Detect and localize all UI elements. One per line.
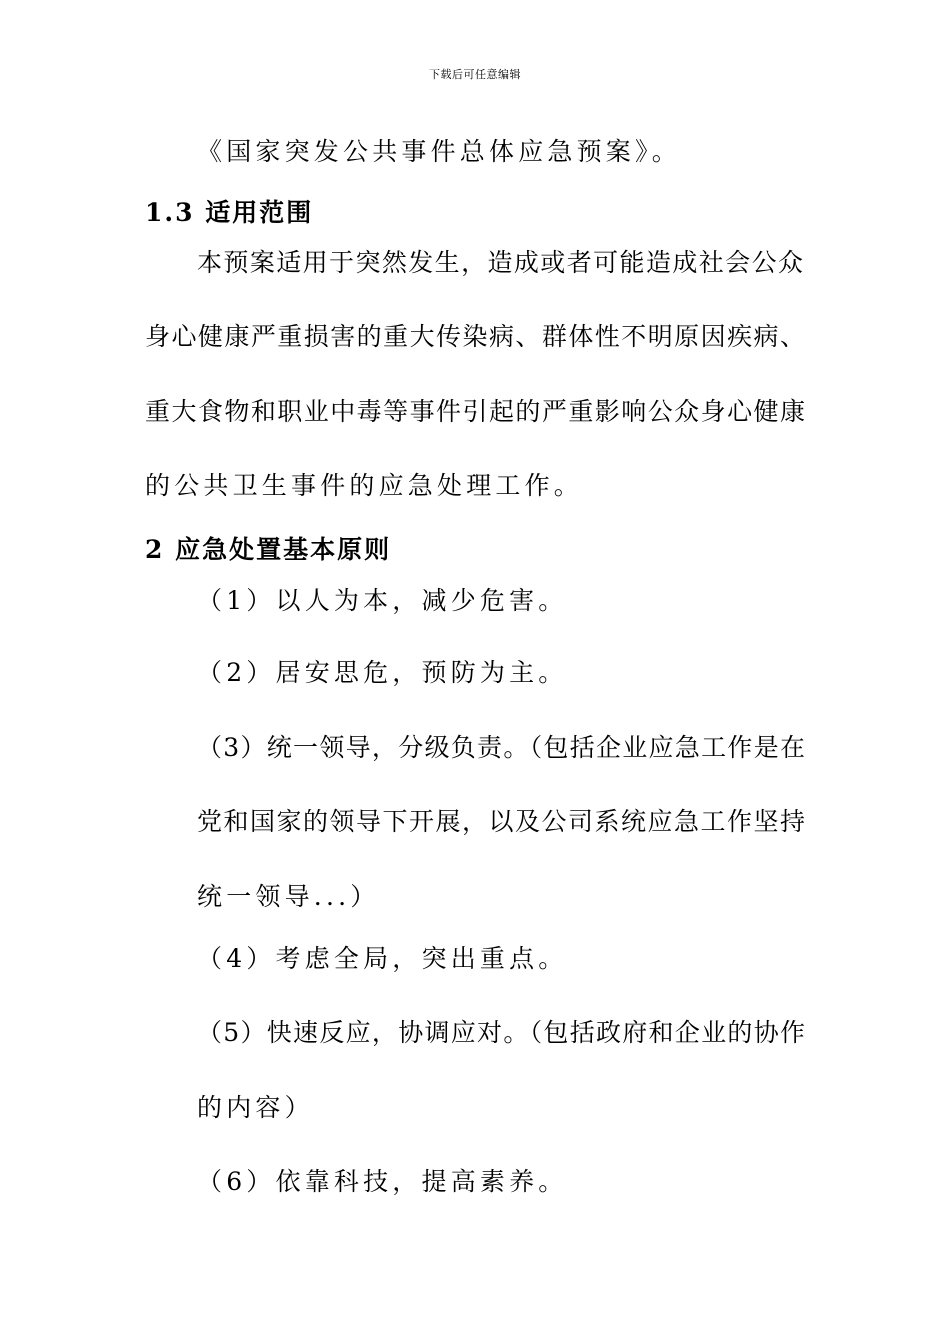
paragraph-line-3: 重大食物和职业中毒等事件引起的严重影响公众身心健康 — [145, 397, 805, 426]
section-heading-2: 2 应急处置基本原则 — [145, 535, 392, 564]
principle-item-5-line-2: 的内容） — [197, 1093, 314, 1122]
page-header: 下载后可任意编辑 — [429, 68, 521, 81]
principle-item-3-line-3: 统一领导...） — [197, 882, 380, 911]
section-heading-1-3: 1.3 适用范围 — [145, 198, 314, 227]
principle-item-5-line-1: （5）快速反应，协调应对。（包括政府和企业的协作 — [197, 1018, 805, 1047]
principle-item-6: （6）依靠科技，提高素养。 — [197, 1167, 568, 1196]
paragraph-line-2: 身心健康严重损害的重大传染病、群体性不明原因疾病、 — [145, 322, 805, 351]
principle-item-1: （1）以人为本，减少危害。 — [197, 586, 568, 615]
principle-item-3-line-2: 党和国家的领导下开展，以及公司系统应急工作坚持 — [197, 807, 805, 836]
principle-item-4: （4）考虑全局，突出重点。 — [197, 944, 568, 973]
text-line-plan-reference: 《国家突发公共事件总体应急预案》。 — [197, 137, 681, 166]
principle-item-3-line-1: （3）统一领导，分级负责。（包括企业应急工作是在 — [197, 733, 805, 762]
principle-item-2: （2）居安思危，预防为主。 — [197, 658, 568, 687]
paragraph-line-4: 的公共卫生事件的应急处理工作。 — [145, 471, 584, 500]
paragraph-line-1: 本预案适用于突然发生，造成或者可能造成社会公众 — [197, 248, 803, 277]
